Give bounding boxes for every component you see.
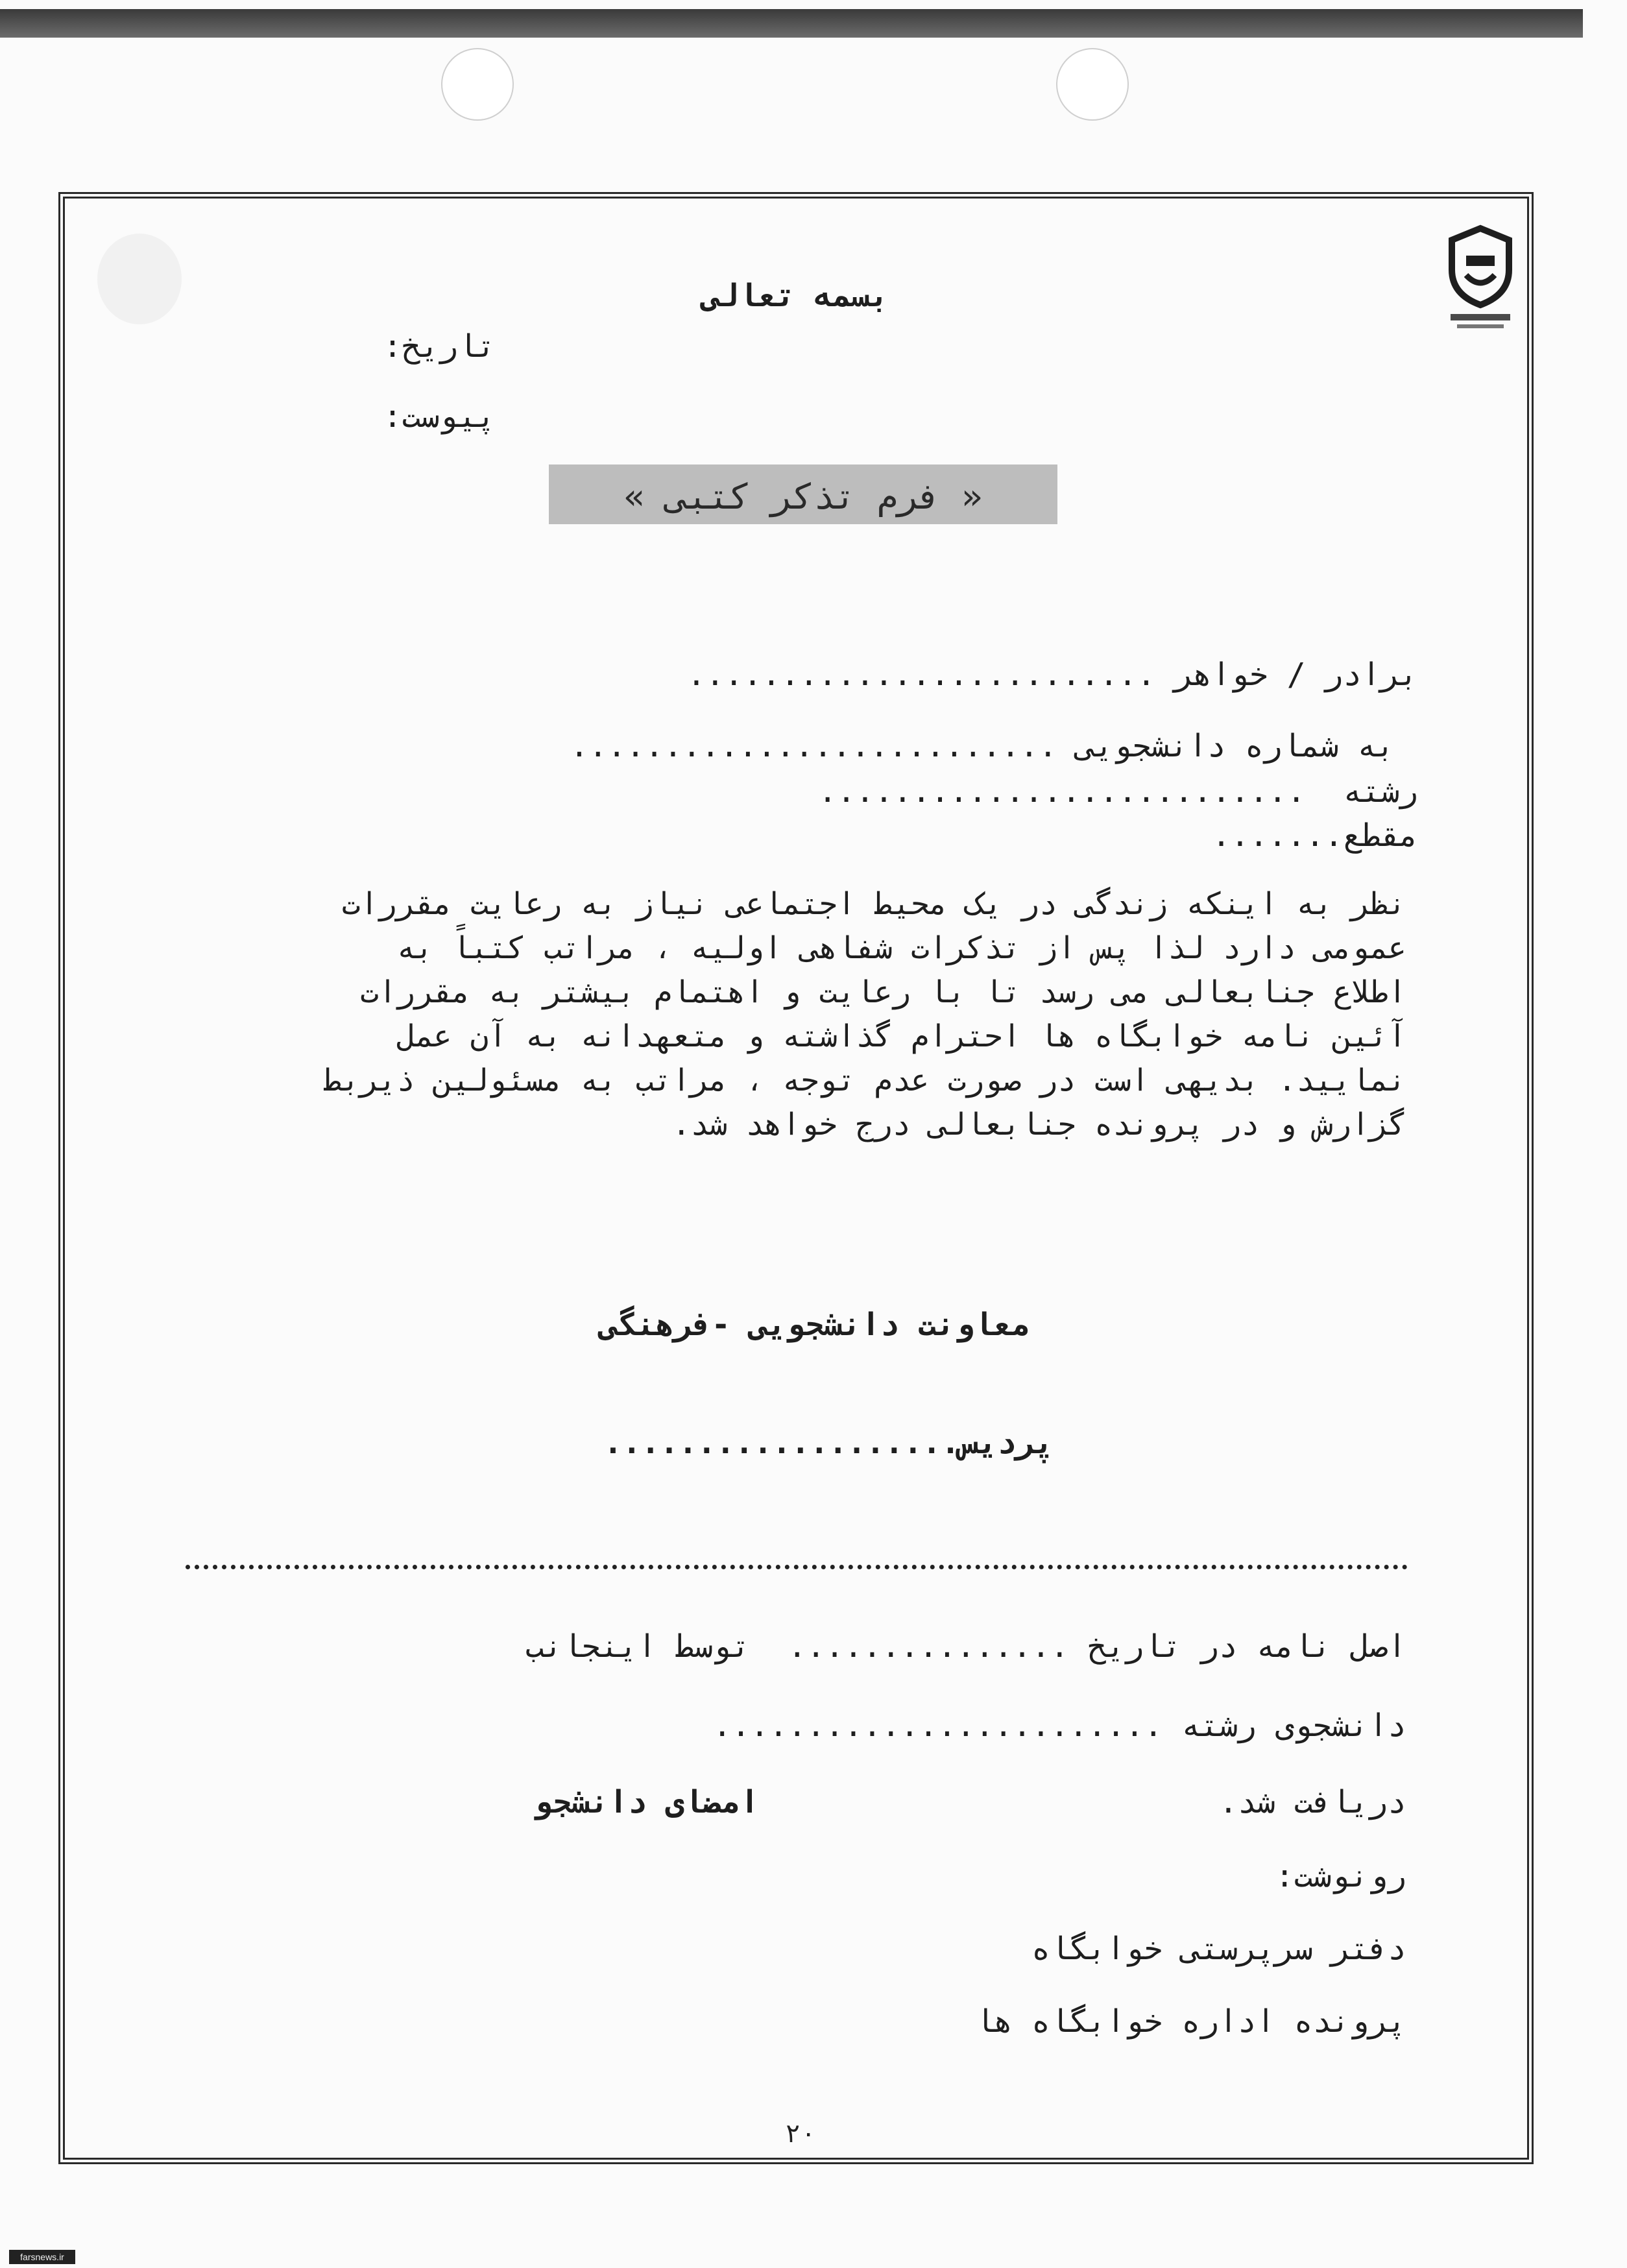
bismillah-heading: بسمه تعالی [701, 278, 889, 314]
page-number: ۲۰ [785, 2119, 817, 2149]
body-line: نظر به اینکه زندگی در یک محیط اجتماعی نیاز به رعایت مقررات [341, 886, 1406, 922]
punch-hole-right [1056, 48, 1129, 121]
student-signature-label: امضای دانشجو [534, 1784, 759, 1820]
signature-office: معاونت دانشجویی -فرهنگی [599, 1307, 1030, 1343]
field-student-number: به شماره دانشجویی .......................... [570, 728, 1395, 764]
date-label: تاریخ: [383, 328, 496, 365]
receipt-line-2: دانشجوی رشته ........................ [712, 1707, 1406, 1744]
dotted-separator [186, 1565, 1408, 1569]
body-line: اطلاع جنابعالی می رسد تا با رعایت و اهتمام بیشتر به مقررات [360, 974, 1406, 1010]
scan-top-bar [0, 9, 1583, 38]
signature-campus: پردیس................... [603, 1425, 1054, 1461]
copy-item-1: دفتر سرپرستی خوابگاه [1031, 1931, 1406, 1967]
field-level: مقطع....... [1212, 817, 1418, 854]
body-line: نمایید. بدیهی است در صورت عدم توجه ، مراتب به مسئولین ذیربط [323, 1063, 1406, 1098]
receipt-line-1: اصل نامه در تاریخ ............... توسط اینجانب [525, 1628, 1406, 1665]
form-title-box [549, 464, 1057, 524]
copies-label: رونوشت: [1275, 1858, 1406, 1894]
faded-logo-icon [97, 234, 182, 324]
copy-item-2: پرونده اداره خوابگاه ها [975, 2003, 1406, 2040]
source-watermark: farsnews.ir [9, 2250, 75, 2264]
attachment-label: پیوست: [383, 398, 496, 435]
field-brother-sister: برادر / خواهر ......................... [686, 657, 1418, 693]
field-major: رشته .......................... [818, 773, 1418, 810]
punch-hole-left [441, 48, 514, 121]
university-logo-icon [1441, 224, 1519, 335]
body-line: آئین نامه خوابگاه ها احترام گذاشته و متعهدانه به آن عمل [396, 1019, 1406, 1054]
form-title: « فرم تذکر کتبی » [623, 476, 983, 517]
received-text: دریافت شد. [1219, 1784, 1406, 1820]
body-paragraph [115, 882, 1406, 1147]
body-line: گزارش و در پرونده جنابعالی درج خواهد شد. [672, 1107, 1406, 1142]
body-line: عمومی دارد لذا پس از تذکرات شفاهی اولیه ، مراتب کتباً به [396, 930, 1406, 966]
